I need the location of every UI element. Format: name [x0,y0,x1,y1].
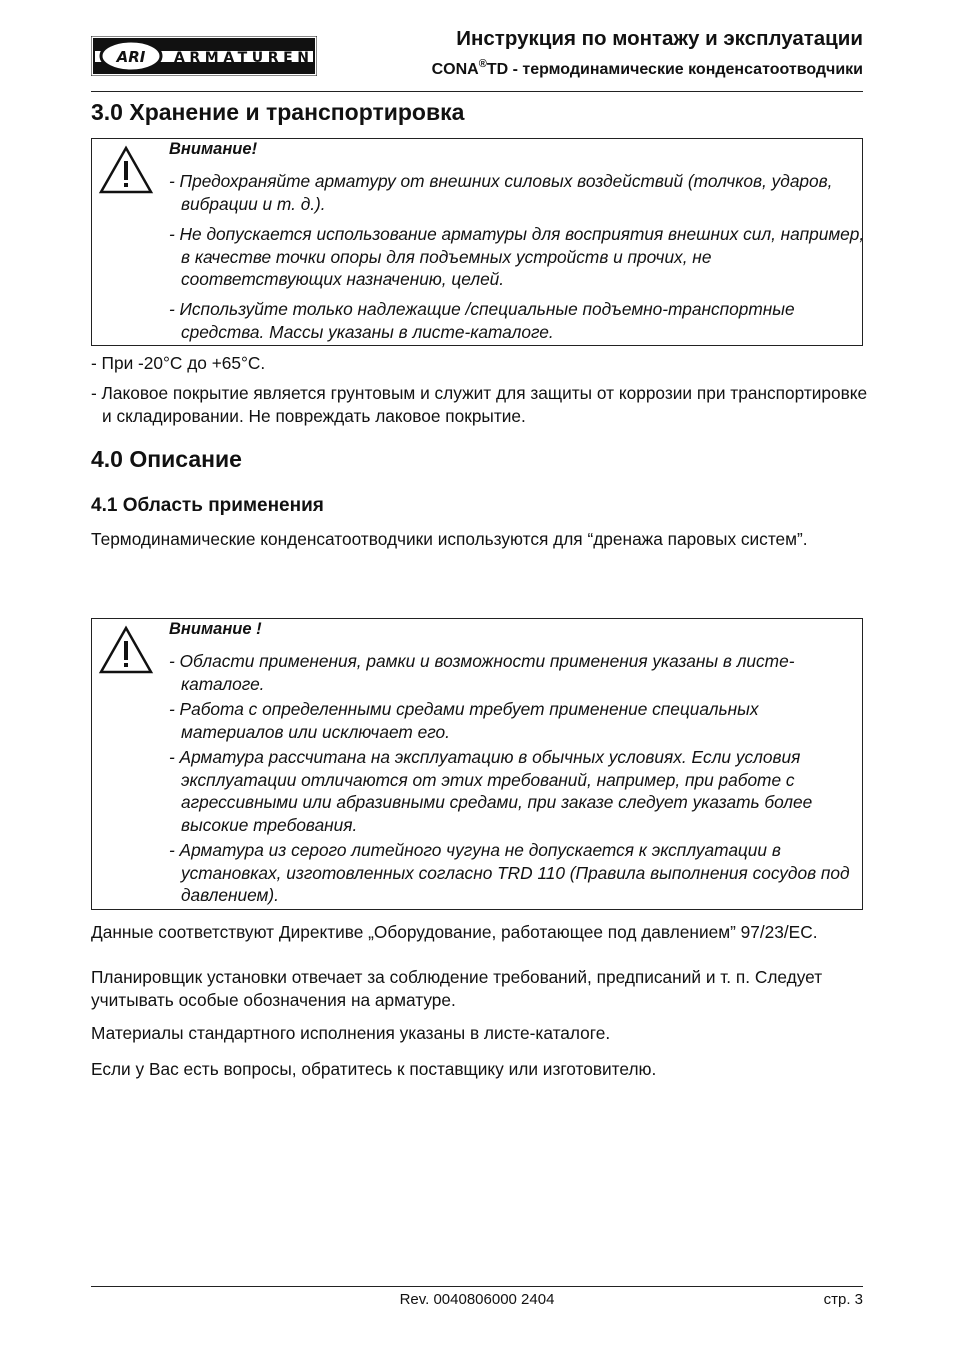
warning-title: Внимание! [169,140,258,158]
warning-item: - Арматура рассчитана на эксплуатацию в обычных условиях. Если условия эксплуатации отличаются от этих требований, например, при работе с агрессивными или абразивными средами, при заказе следует указать более высокие требования. [169,747,813,835]
contact-paragraph: Если у Вас есть вопросы, обратитесь к поставщику или изготовителю. [91,1059,657,1079]
warning-item: - Не допускается использование арматуры для восприятия внешних сил, например, в качестве точки опоры для подъемных устройств и прочих, не соответствующих назначению, целей. [169,224,865,289]
directive-paragraph: Данные соответствуют Директиве „Оборудование, работающее под давлением” 97/23/EC. [91,922,818,942]
warning-box-storage [91,138,863,346]
materials-paragraph: Материалы стандартного исполнения указаны в листе-каталоге. [91,1023,611,1043]
warning-item: - Области применения, рамки и возможности применения указаны в листе-каталоге. [169,651,795,694]
warning-item: - Предохраняйте арматуру от внешних силовых воздействий (толчков, ударов, вибрации и т. д.). [169,171,833,214]
document-title: Инструкция по монтажу и эксплуатации [456,27,863,50]
section-4-heading: 4.0 Описание [91,446,242,472]
warning-triangle-icon [98,625,154,675]
warning-box-application [91,618,863,910]
revision-number: Rev. 0040806000 2404 [399,1291,555,1308]
footer-rule [91,1286,863,1287]
storage-note: - Лаковое покрытие является грунтовым и служит для защиты от коррозии при транспортировке и складировании. Не повреждать лаковое покрытие. [91,383,868,426]
warning-item: - Арматура из серого литейного чугуна не допускается к эксплуатации в установках, изготовленных согласно TRD 110 (Правила выполнения сосудов под давлением). [169,840,850,905]
application-intro: Термодинамические конденсатоотводчики используются для “дренажа паровых систем”. [91,529,808,549]
ari-armaturen-logo [91,36,317,76]
planner-paragraph: Планировщик установки отвечает за соблюдение требований, предписаний и т. п. Следует учитывать особые обозначения на арматуре. [91,967,823,1010]
page-number: стр. 3 [823,1291,863,1308]
document-subtitle: CONA®TD - термодинамические конденсатоотводчики [431,58,863,78]
warning-triangle-icon [98,145,154,195]
svg-text:ARMATUREN: ARMATUREN [174,50,309,66]
warning-item: - Используйте только надлежащие /специальные подъемно-транспортные средства. Массы указаны в листе-каталоге. [169,299,795,342]
section-4-1-heading: 4.1 Область применения [91,495,324,516]
section-3-heading: 3.0 Хранение и транспортировка [91,99,465,125]
warning-title: Внимание ! [169,620,262,638]
storage-note: - При -20°C до +65°C. [91,353,266,373]
header-rule [91,91,863,92]
svg-text:ARI: ARI [116,48,146,66]
warning-item: - Работа с определенными средами требует применение специальных материалов или исключает его. [169,699,759,742]
